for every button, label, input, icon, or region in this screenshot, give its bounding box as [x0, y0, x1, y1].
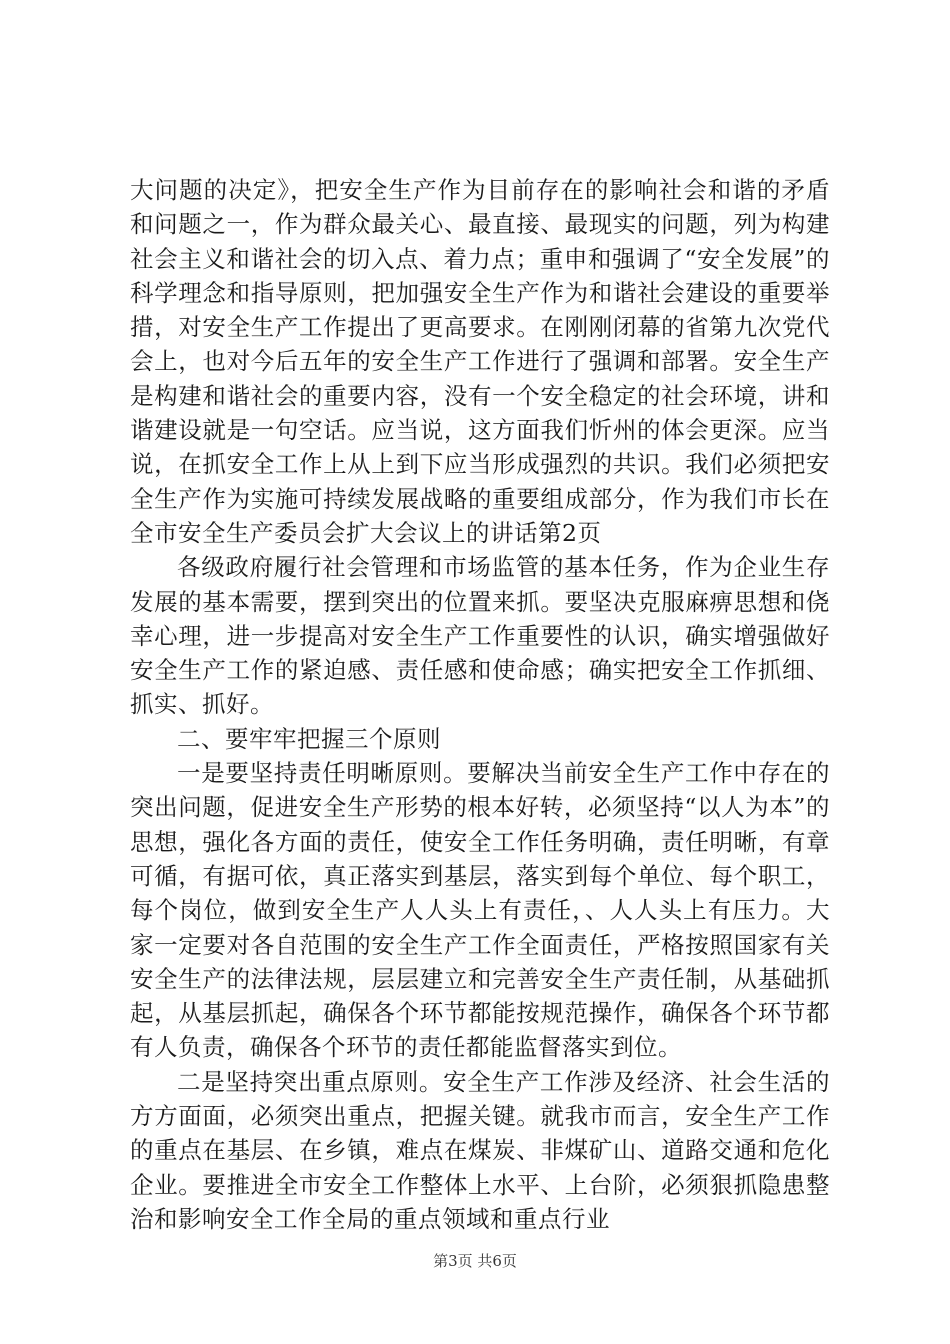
paragraph-2: 各级政府履行社会管理和市场监管的基本任务，作为企业生存发展的基本需要，摆到突出的位置来抓。要坚决克服麻痹思想和侥幸心理，进一步提高对安全生产工作重要性的认识，确实增强做好安全生产工作的紧迫感、责任感和使命感；确实把安全工作抓细、抓实、抓好。: [130, 553, 830, 719]
paragraph-1: 大问题的决定》，把安全生产作为目前存在的影响社会和谐的矛盾和问题之一，作为群众最关心、最直接、最现实的问题，列为构建社会主义和谐社会的切入点、着力点；重申和强调了“安全发展”的科学理念和指导原则，把加强安全生产作为和谐社会建设的重要举措，对安全生产工作提出了更高要求。在刚刚闭幕的省第九次党代会上，也对今后五年的安全生产工作进行了强调和部署。安全生产是构建和谐社会的重要内容，没有一个安全稳定的社会环境，讲和谐建设就是一句空话。应当说，这方面我们忻州的体会更深。应当说，在抓安全工作上从上到下应当形成强烈的共识。我们必须把安全生产作为实施可持续发展战略的重要组成部分，作为我们市长在全市安全生产委员会扩大会议上的讲话第2页: [130, 176, 830, 547]
section-heading: 二、要牢牢把握三个原则: [177, 724, 441, 753]
paragraph-4: 二是坚持突出重点原则。安全生产工作涉及经济、社会生活的方方面面，必须突出重点，把握关键。就我市而言，安全生产工作的重点在基层、在乡镇，难点在煤炭、非煤矿山、道路交通和危化企业。要推进全市安全工作整体上水平、上台阶，必须狠抓隐患整治和影响安全工作全局的重点领域和重点行业: [130, 1067, 830, 1233]
document-body: [130, 173, 830, 1236]
page-footer: 第3页 共6页: [433, 1252, 517, 1270]
paragraph-3: 一是要坚持责任明晰原则。要解决当前安全生产工作中存在的突出问题，促进安全生产形势的根本好转，必须坚持“以人为本”的思想，强化各方面的责任，使安全工作任务明确，责任明晰，有章可循，有据可依，真正落实到基层，落实到每个单位、每个职工，每个岗位，做到安全生产人人头上有责任，、人人头上有压力。大家一定要对各自范围的安全生产工作全面责任，严格按照国家有关安全生产的法律法规，层层建立和完善安全生产责任制，从基础抓起，从基层抓起，确保各个环节都能按规范操作，确保各个环节都有人负责，确保各个环节的责任都能监督落实到位。: [130, 759, 830, 1062]
